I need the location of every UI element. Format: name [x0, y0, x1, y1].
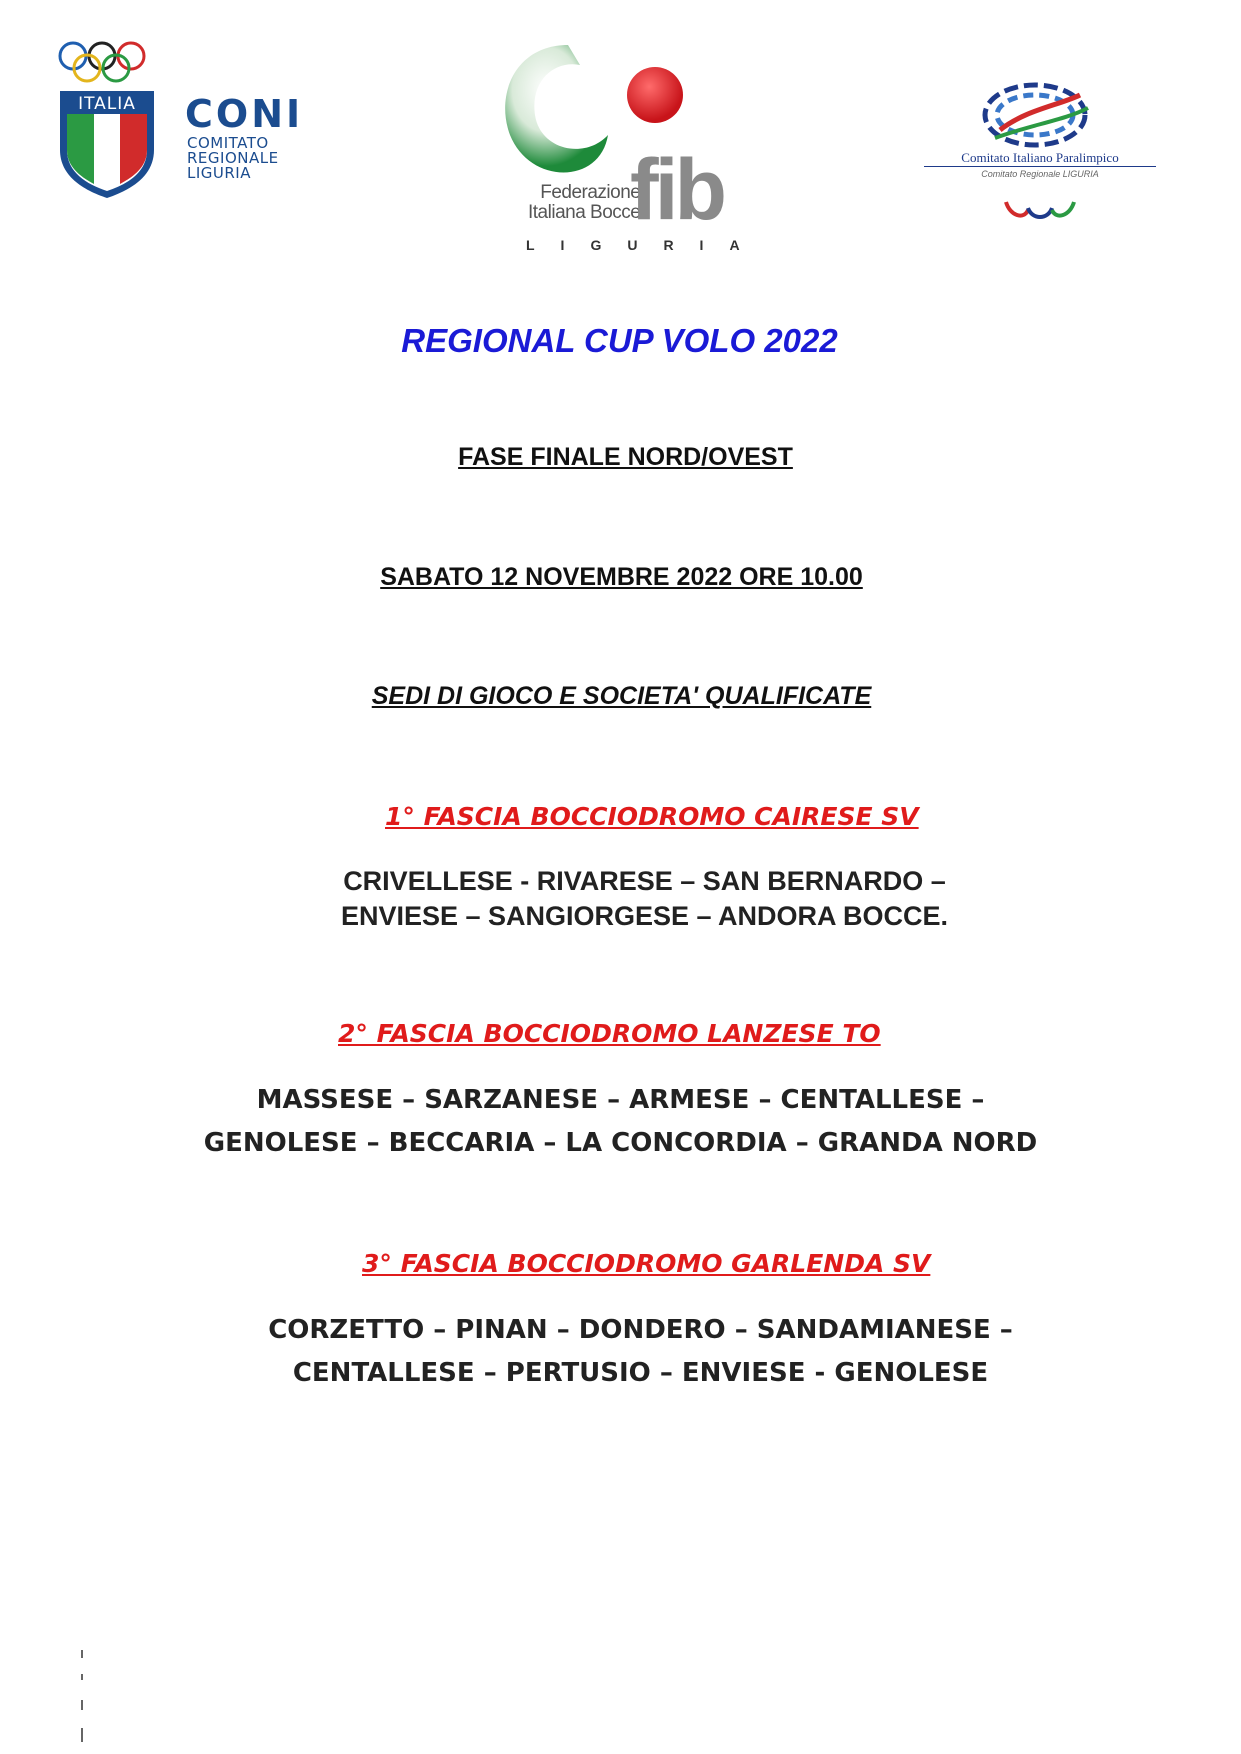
venues-heading: SEDI DI GIOCO E SOCIETA' QUALIFICATE	[371, 682, 872, 710]
cip-name: Comitato Italiano Paralimpico	[961, 150, 1119, 165]
event-date: SABATO 12 NOVEMBRE 2022 ORE 10.00	[380, 563, 863, 591]
agitos-icon	[1000, 188, 1080, 224]
group-2-teams-line-1: MASSESE – SARZANESE – ARMESE – CENTALLESE –	[256, 1085, 985, 1115]
margin-artifact	[79, 1648, 85, 1748]
coni-name: CONI	[185, 92, 304, 136]
fib-name: fib	[630, 142, 724, 238]
phase-heading: FASE FINALE NORD/OVEST	[458, 443, 793, 471]
group-3-teams-line-2: CENTALLESE – PERTUSIO – ENVIESE - GENOLESE	[292, 1358, 989, 1388]
coni-logo	[55, 40, 345, 215]
cip-swirl-icon	[920, 80, 1160, 150]
coni-shield-label: ITALIA	[78, 94, 136, 114]
coni-subtitle: COMITATO REGIONALE LIGURIA	[187, 134, 279, 182]
cip-subtitle: Comitato Regionale LIGURIA	[981, 169, 1099, 179]
group-1-heading: 1° FASCIA BOCCIODROMO CAIRESE SV	[385, 802, 919, 831]
group-2-heading: 2° FASCIA BOCCIODROMO LANZESE TO	[338, 1019, 881, 1048]
cip-logo	[920, 80, 1160, 230]
olympic-rings-icon	[55, 40, 175, 85]
group-1-teams-line-2: ENVIESE – SANGIORGESE – ANDORA BOCCE.	[340, 901, 949, 931]
fib-logo	[490, 35, 770, 265]
group-1-teams-line-1: CRIVELLESE - RIVARESE – SAN BERNARDO –	[343, 866, 946, 896]
cip-divider	[924, 166, 1156, 167]
group-3-heading: 3° FASCIA BOCCIODROMO GARLENDA SV	[362, 1249, 931, 1278]
document-title: REGIONAL CUP VOLO 2022	[401, 322, 838, 359]
group-3-teams-line-1: CORZETTO – PINAN – DONDERO – SANDAMIANESE –	[268, 1315, 1013, 1345]
fib-region: LIGURIA	[526, 237, 766, 253]
group-2-teams-line-2: GENOLESE – BECCARIA – LA CONCORDIA – GRANDA NORD	[203, 1128, 1038, 1158]
fib-federation-name: Federazione Italiana Bocce	[528, 182, 641, 223]
